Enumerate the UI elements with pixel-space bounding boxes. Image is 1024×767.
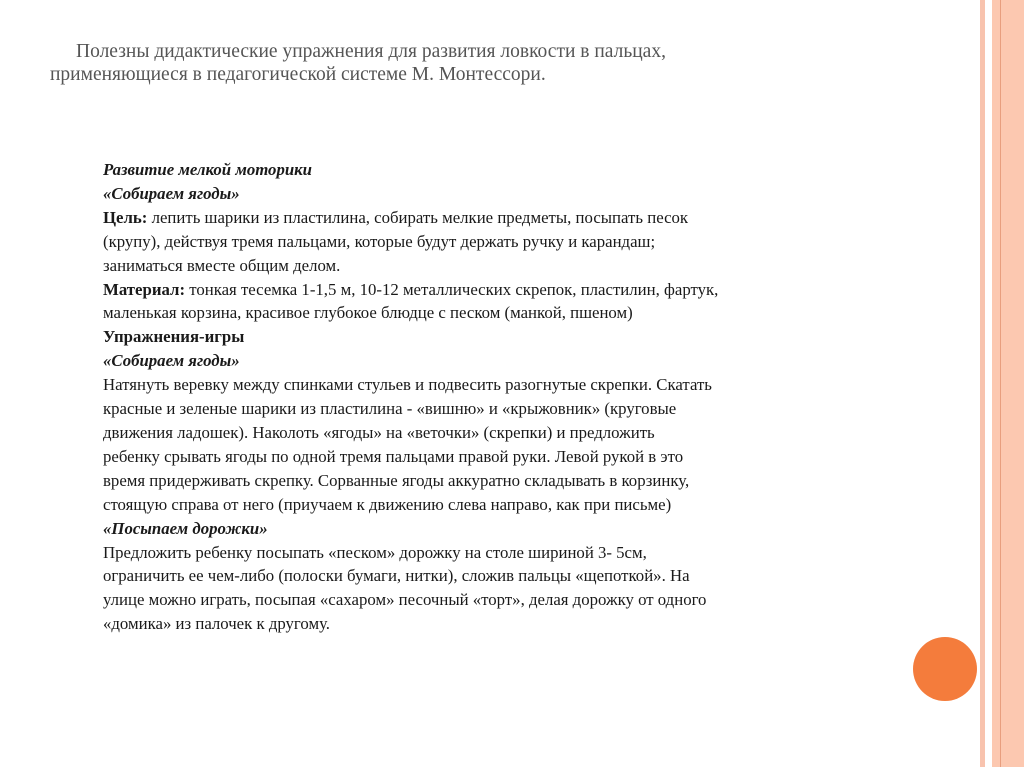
slide-body — [103, 158, 923, 636]
text: тонкая тесемка 1-1,5 м, 10-12 металлических скрепок, пластилин, фартук, — [185, 279, 719, 299]
title-line: Полезны дидактические упражнения для развития ловкости в пальцах, — [76, 41, 666, 62]
heading: Упражнения-игры — [103, 327, 245, 347]
decor-stripe — [980, 0, 985, 767]
decor-circle — [913, 637, 977, 701]
decor-stripe — [992, 0, 1024, 767]
text: Натянуть веревку между спинками стульев и подвесить разогнутые скрепки. Скатать — [103, 375, 712, 395]
text: красные и зеленые шарики из пластилина - «вишню» и «крыжовник» (круговые — [103, 399, 677, 419]
text: Предложить ребенку посыпать «песком» дорожку на столе шириной 3- 5см, — [103, 542, 647, 562]
goal-label: Цель: — [103, 207, 148, 227]
text: улице можно играть, посыпая «сахаром» песочный «торт», делая дорожку от одного — [103, 590, 707, 610]
text: заниматься вместе общим делом. — [103, 255, 341, 275]
text: ограничить ее чем-либо (полоски бумаги, нитки), сложив пальцы «щепоткой». На — [103, 566, 690, 586]
text: лепить шарики из пластилина, собирать мелкие предметы, посыпать песок — [147, 207, 689, 227]
decor-stripe — [1000, 0, 1001, 767]
text: время придерживать скрепку. Сорванные ягоды аккуратно складывать в корзинку, — [103, 470, 690, 490]
material-label: Материал: — [103, 279, 186, 299]
heading: «Собираем ягоды» — [103, 351, 240, 371]
slide-title — [50, 40, 950, 86]
heading: «Посыпаем дорожки» — [103, 518, 268, 538]
text: ребенку срывать ягоды по одной тремя пальцами правой руки. Левой рукой в это — [103, 446, 684, 466]
text: движения ладошек). Наколоть «ягоды» на «веточки» (скрепки) и предложить — [103, 422, 655, 442]
text: (крупу), действуя тремя пальцами, которые будут держать ручку и карандаш; — [103, 231, 656, 251]
text: маленькая корзина, красивое глубокое блюдце с песком (манкой, пшеном) — [103, 303, 633, 323]
text: «домика» из палочек к другому. — [103, 614, 330, 634]
title-line: применяющиеся в педагогической системе М. Монтессори. — [50, 64, 546, 85]
heading: «Собираем ягоды» — [103, 183, 240, 203]
heading: Развитие мелкой моторики — [103, 160, 313, 179]
text: стоящую справа от него (приучаем к движению слева направо, как при письме) — [103, 494, 672, 514]
